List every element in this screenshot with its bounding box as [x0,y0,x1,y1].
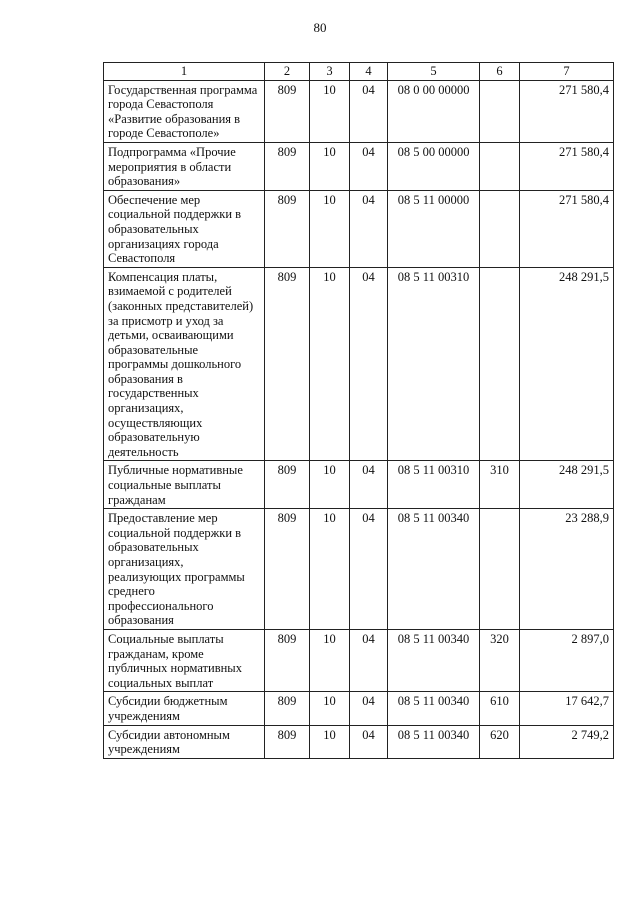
row-expense-type [480,190,520,267]
row-section-code: 10 [310,509,350,630]
row-subsection-code: 04 [350,725,388,758]
header-col-4: 4 [350,63,388,81]
row-ministry-code: 809 [265,629,310,691]
row-target-article: 08 5 11 00340 [388,725,480,758]
row-amount: 2 897,0 [520,629,614,691]
row-expense-type: 610 [480,692,520,725]
table-row [104,629,614,691]
table-row [104,692,614,725]
row-subsection-code: 04 [350,267,388,461]
row-name: Компенсация платы, взимаемой с родителей (законных представителей) за присмотр и уход за детьми, осваивающими образовательные программы дошкольного образования в государственных организациях, осуществляющих образовательную деятельность [104,267,265,461]
row-name: Государственная программа города Севастополя «Развитие образования в городе Севастополе» [104,80,265,142]
row-ministry-code: 809 [265,461,310,509]
header-col-7: 7 [520,63,614,81]
row-name: Субсидии автономным учреждениям [104,725,265,758]
row-amount: 271 580,4 [520,142,614,190]
row-amount: 271 580,4 [520,190,614,267]
row-expense-type [480,267,520,461]
row-subsection-code: 04 [350,629,388,691]
header-col-5: 5 [388,63,480,81]
row-target-article: 08 5 11 00340 [388,509,480,630]
row-expense-type [480,142,520,190]
table-row [104,725,614,758]
row-section-code: 10 [310,267,350,461]
row-amount: 248 291,5 [520,267,614,461]
row-target-article: 08 0 00 00000 [388,80,480,142]
row-ministry-code: 809 [265,142,310,190]
row-subsection-code: 04 [350,142,388,190]
row-target-article: 08 5 11 00310 [388,461,480,509]
row-amount: 2 749,2 [520,725,614,758]
row-amount: 271 580,4 [520,80,614,142]
row-amount: 23 288,9 [520,509,614,630]
header-row [104,63,614,81]
row-target-article: 08 5 11 00340 [388,692,480,725]
row-ministry-code: 809 [265,80,310,142]
row-target-article: 08 5 11 00000 [388,190,480,267]
table-row [104,461,614,509]
row-amount: 17 642,7 [520,692,614,725]
row-section-code: 10 [310,692,350,725]
row-expense-type: 310 [480,461,520,509]
row-section-code: 10 [310,142,350,190]
row-section-code: 10 [310,725,350,758]
row-expense-type: 320 [480,629,520,691]
table-row [104,190,614,267]
row-section-code: 10 [310,629,350,691]
row-ministry-code: 809 [265,725,310,758]
row-section-code: 10 [310,80,350,142]
header-col-6: 6 [480,63,520,81]
table-row [104,267,614,461]
row-ministry-code: 809 [265,190,310,267]
row-expense-type: 620 [480,725,520,758]
budget-table [103,62,614,759]
row-subsection-code: 04 [350,692,388,725]
row-amount: 248 291,5 [520,461,614,509]
row-subsection-code: 04 [350,80,388,142]
row-section-code: 10 [310,461,350,509]
table-row [104,80,614,142]
row-ministry-code: 809 [265,692,310,725]
row-target-article: 08 5 11 00340 [388,629,480,691]
header-col-2: 2 [265,63,310,81]
row-name: Предоставление мер социальной поддержки в образовательных организациях, реализующих программы среднего профессионального образования [104,509,265,630]
row-target-article: 08 5 00 00000 [388,142,480,190]
row-name: Субсидии бюджетным учреждениям [104,692,265,725]
row-name: Социальные выплаты гражданам, кроме публичных нормативных социальных выплат [104,629,265,691]
row-section-code: 10 [310,190,350,267]
header-col-3: 3 [310,63,350,81]
row-target-article: 08 5 11 00310 [388,267,480,461]
row-expense-type [480,80,520,142]
row-subsection-code: 04 [350,190,388,267]
header-col-1: 1 [104,63,265,81]
table-row [104,142,614,190]
page-number: 80 [313,20,327,35]
row-ministry-code: 809 [265,267,310,461]
row-subsection-code: 04 [350,461,388,509]
row-subsection-code: 04 [350,509,388,630]
row-name: Подпрограмма «Прочие мероприятия в области образования» [104,142,265,190]
row-name: Публичные нормативные социальные выплаты гражданам [104,461,265,509]
table-row [104,509,614,630]
row-expense-type [480,509,520,630]
row-name: Обеспечение мер социальной поддержки в образовательных организациях города Севастополя [104,190,265,267]
row-ministry-code: 809 [265,509,310,630]
